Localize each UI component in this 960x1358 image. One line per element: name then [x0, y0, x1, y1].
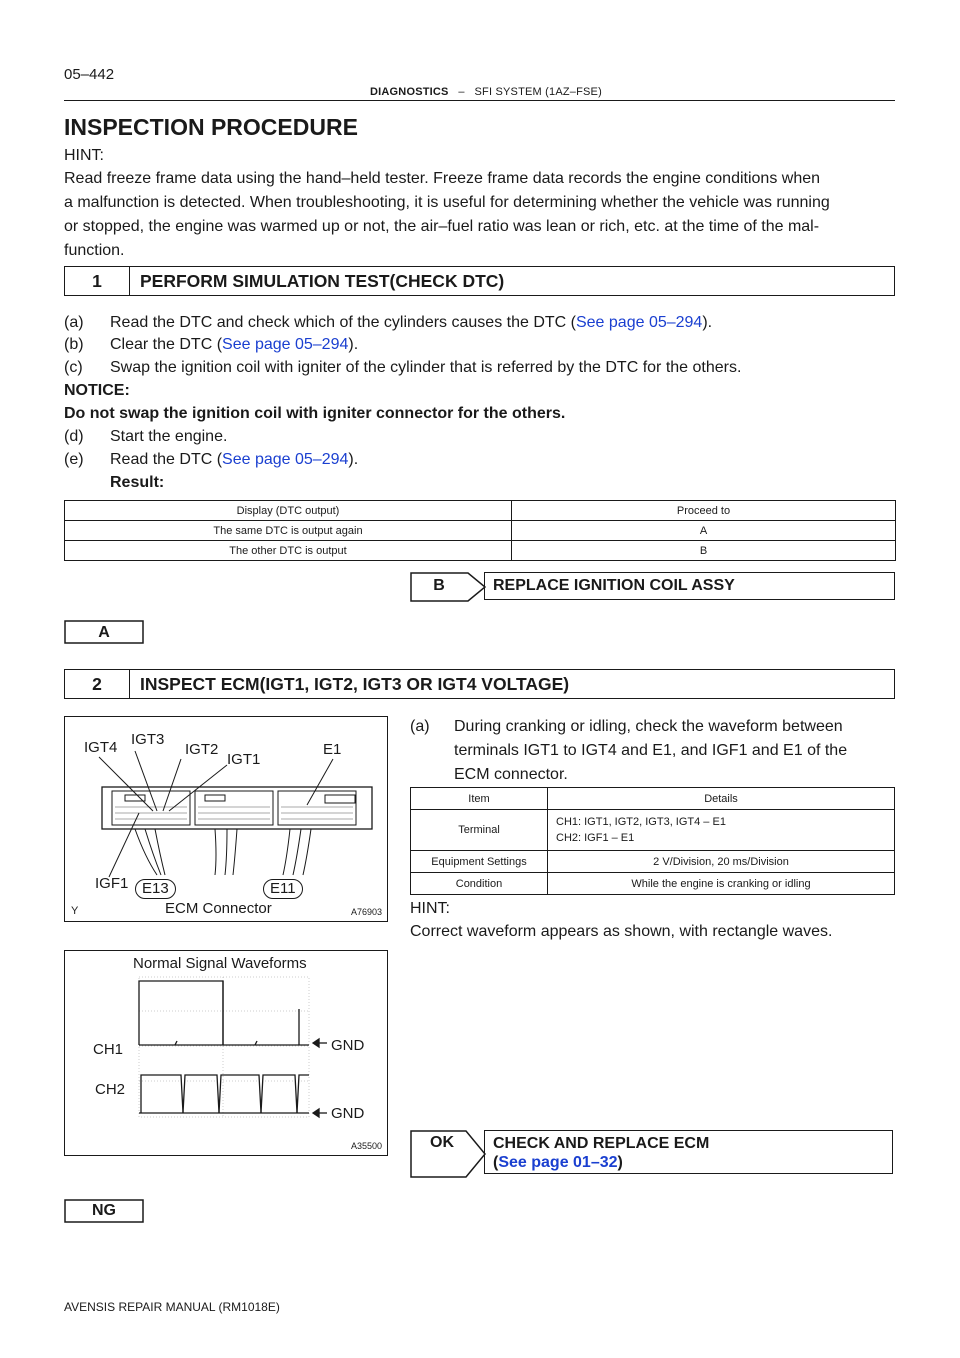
- step-1-d: (d): [64, 428, 84, 445]
- hint-paragraph: [64, 167, 899, 263]
- result-table: [64, 500, 896, 561]
- table-row: [65, 541, 896, 561]
- result-ok-ref: (See page 01–32): [493, 1154, 623, 1171]
- step-1-b: (b): [64, 336, 84, 353]
- table-header-row: [65, 501, 896, 521]
- label-igt3: IGT3: [131, 731, 165, 748]
- label-gnd-ch1: GND: [331, 1037, 365, 1054]
- notice-label: NOTICE:: [64, 382, 130, 399]
- table-header: Details: [548, 788, 895, 810]
- hint-line: function.: [64, 242, 125, 259]
- hint-label: HINT:: [64, 147, 104, 164]
- see-page-link-b[interactable]: See page 05–294: [222, 336, 349, 353]
- table-cell: B: [512, 541, 896, 561]
- table-cell: Equipment Settings: [411, 851, 548, 873]
- figure-caption: ECM Connector: [165, 900, 272, 917]
- step-2-number: 2: [65, 670, 130, 698]
- running-header: [370, 86, 602, 98]
- hint-line: a malfunction is detected. When troubleshooting, it is useful for determining whether the vehicle was running: [64, 194, 830, 211]
- waveform-figure: [64, 950, 388, 1156]
- table-cell: The same DTC is output again: [65, 521, 512, 541]
- table-cell: The other DTC is output: [65, 541, 512, 561]
- step-2-title: INSPECT ECM(IGT1, IGT2, IGT3 OR IGT4 VOLTAGE): [140, 673, 570, 694]
- step-1-title: PERFORM SIMULATION TEST(CHECK DTC): [140, 270, 505, 291]
- table-header: Item: [411, 788, 548, 810]
- table-cell: While the engine is cranking or idling: [548, 873, 895, 895]
- label-e13: E13: [135, 879, 176, 899]
- result-label: Result:: [110, 474, 165, 491]
- hint-line: or stopped, the engine was warmed up or not, the air–fuel ratio was lean or rich, etc. at the time of the mal-: [64, 218, 820, 235]
- header-rule: [64, 100, 895, 101]
- table-row: [411, 810, 895, 851]
- figure-code: A35500: [351, 1141, 383, 1151]
- result-b-action: REPLACE IGNITION COIL ASSY: [484, 572, 895, 600]
- table-header: Display (DTC output): [65, 501, 512, 521]
- table-cell: CH1: IGT1, IGT2, IGT3, IGT4 – E1 CH2: IGF1 – E1: [548, 810, 895, 851]
- step-1-e-text: Read the DTC (See page 05–294).: [110, 451, 359, 468]
- table-cell: A: [512, 521, 896, 541]
- hint-line: Read freeze frame data using the hand–held tester. Freeze frame data records the engine conditions when: [64, 170, 821, 187]
- ecm-connector-figure: [64, 716, 388, 922]
- see-page-link-e[interactable]: See page 05–294: [222, 451, 349, 468]
- step-2-a-text: During cranking or idling, check the waveform between terminals IGT1 to IGT4 and E1, and IGF1 and E1 of the ECM connector.: [454, 718, 848, 783]
- step-1-number: 1: [65, 267, 130, 295]
- result-ng-tag: NG: [92, 1202, 116, 1219]
- table-row: [65, 521, 896, 541]
- see-page-link-ok[interactable]: See page 01–32: [498, 1154, 618, 1171]
- table-row: [411, 851, 895, 873]
- label-igt4: IGT4: [84, 739, 118, 756]
- step-1-a: (a): [64, 314, 84, 331]
- label-igf1: IGF1: [95, 875, 129, 892]
- table-header-row: [411, 788, 895, 810]
- step-1-b-text: Clear the DTC (See page 05–294).: [110, 336, 359, 353]
- table-cell: Terminal: [411, 810, 548, 851]
- see-page-link-a[interactable]: See page 05–294: [575, 314, 703, 331]
- result-ok-action: [484, 1130, 893, 1174]
- header-section: DIAGNOSTICS: [370, 86, 449, 98]
- notice-text: Do not swap the ignition coil with igniter connector for the others.: [64, 405, 566, 422]
- result-a-tag: A: [98, 624, 110, 641]
- waveform-title: Normal Signal Waveforms: [133, 955, 307, 972]
- label-gnd-ch2: GND: [331, 1105, 365, 1122]
- page-title: INSPECTION PROCEDURE: [64, 114, 358, 140]
- label-igt1: IGT1: [227, 751, 261, 768]
- step-1-e: (e): [64, 451, 84, 468]
- spec-table: [410, 787, 895, 895]
- page-number: 05–442: [64, 66, 115, 83]
- table-row: [411, 873, 895, 895]
- table-cell: 2 V/Division, 20 ms/Division: [548, 851, 895, 873]
- step-1-c-text: Swap the ignition coil with igniter of the cylinder that is referred by the DTC for the others.: [110, 359, 742, 376]
- result-ok-title: CHECK AND REPLACE ECM: [493, 1135, 710, 1152]
- label-ch2: CH2: [95, 1081, 126, 1098]
- header-system: SFI SYSTEM (1AZ–FSE): [474, 86, 602, 98]
- label-igt2: IGT2: [185, 741, 219, 758]
- footer-text: AVENSIS REPAIR MANUAL (RM1018E): [64, 1300, 280, 1314]
- step-1-a-text: Read the DTC and check which of the cylinders causes the DTC (See page 05–294).: [110, 314, 713, 331]
- table-cell: Condition: [411, 873, 548, 895]
- table-header: Proceed to: [512, 501, 896, 521]
- label-e11: E11: [263, 879, 303, 899]
- header-dash: –: [458, 86, 465, 98]
- step-2-box: [64, 669, 895, 699]
- result-ok-tag: OK: [430, 1134, 454, 1151]
- figure-code: A76903: [351, 907, 383, 917]
- result-b-tag: B: [433, 577, 445, 594]
- label-ch1: CH1: [93, 1041, 124, 1058]
- step-2-hint-text: Correct waveform appears as shown, with rectangle waves.: [410, 923, 833, 940]
- step-1-d-text: Start the engine.: [110, 428, 228, 445]
- step-2-a: (a): [410, 718, 430, 735]
- step-2-hint-label: HINT:: [410, 900, 450, 917]
- step-1-c: (c): [64, 359, 83, 376]
- figure-corner-mark: Y: [71, 905, 79, 917]
- label-e1: E1: [323, 741, 342, 758]
- step-1-box: [64, 266, 895, 296]
